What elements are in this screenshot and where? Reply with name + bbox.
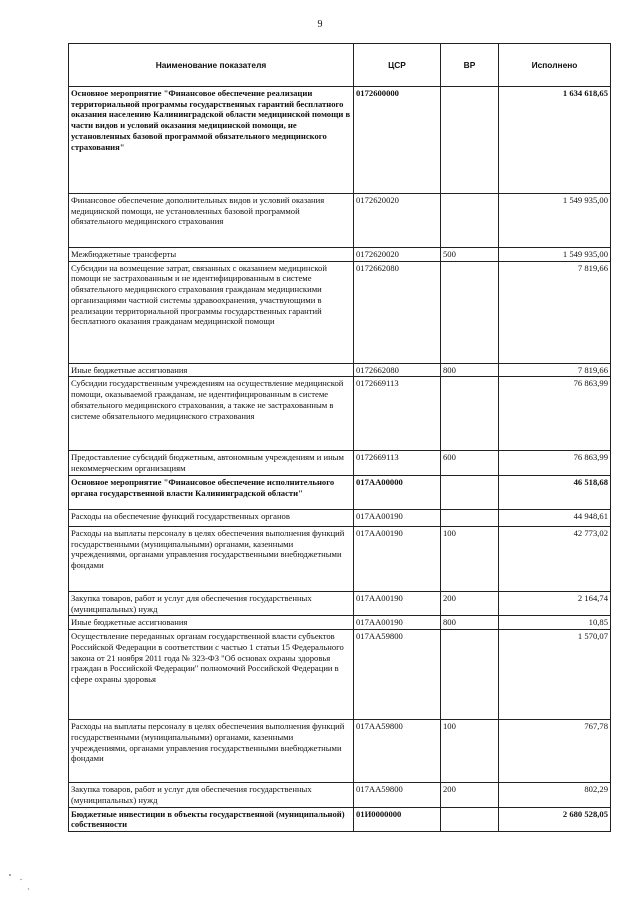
cell-name: Межбюджетные трансферты: [69, 248, 354, 262]
cell-csr: 0172662080: [354, 261, 441, 363]
header-name: Наименование показателя: [69, 44, 354, 87]
cell-name: Основное мероприятие "Финансовое обеспечение реализации территориальной программы государственных гарантий бесплатного оказания населению Калининградской области медицинской помощи в части видов и условий оказания медицинской помощи, не установленных базовой программой обязательного медицинского страхования": [69, 87, 354, 194]
table-row: [69, 526, 611, 591]
cell-name: Иные бюджетные ассигнования: [69, 616, 354, 630]
cell-done: 76 863,99: [499, 451, 611, 475]
cell-vr: [441, 509, 499, 526]
cell-csr: 017АА00190: [354, 591, 441, 615]
cell-vr: 200: [441, 783, 499, 807]
cell-vr: [441, 807, 499, 831]
cell-name: Предоставление субсидий бюджетным, автономным учреждениям и иным некоммерческим организациям: [69, 451, 354, 475]
cell-csr: 017АА00190: [354, 526, 441, 591]
cell-csr: 017АА59800: [354, 783, 441, 807]
table-row: [69, 475, 611, 509]
cell-vr: 500: [441, 248, 499, 262]
cell-done: 767,78: [499, 720, 611, 783]
table-row: [69, 783, 611, 807]
table-row: [69, 194, 611, 248]
cell-done: 44 948,61: [499, 509, 611, 526]
cell-vr: [441, 261, 499, 363]
cell-name: Основное мероприятие "Финансовое обеспечение исполнительного органа государственной власти Калининградской области": [69, 475, 354, 509]
table-row: [69, 616, 611, 630]
cell-done: 2 680 528,05: [499, 807, 611, 831]
cell-name: Закупка товаров, работ и услуг для обеспечения государственных (муниципальных) нужд: [69, 591, 354, 615]
cell-done: 76 863,99: [499, 377, 611, 451]
cell-done: 7 819,66: [499, 261, 611, 363]
header-done: Исполнено: [499, 44, 611, 87]
table-row: [69, 261, 611, 363]
table-row: [69, 377, 611, 451]
cell-done: 10,85: [499, 616, 611, 630]
cell-vr: 200: [441, 591, 499, 615]
cell-vr: [441, 194, 499, 248]
cell-done: 2 164,74: [499, 591, 611, 615]
cell-vr: [441, 475, 499, 509]
cell-vr: 100: [441, 526, 499, 591]
header-vr: ВР: [441, 44, 499, 87]
cell-done: 1 634 618,65: [499, 87, 611, 194]
cell-vr: 800: [441, 363, 499, 377]
header-csr: ЦСР: [354, 44, 441, 87]
cell-done: 802,29: [499, 783, 611, 807]
table-row: [69, 720, 611, 783]
cell-name: Иные бюджетные ассигнования: [69, 363, 354, 377]
scan-artifact-marks: [8, 870, 38, 900]
table-row: [69, 451, 611, 475]
cell-vr: [441, 630, 499, 720]
cell-done: 42 773,02: [499, 526, 611, 591]
cell-csr: 0172669113: [354, 377, 441, 451]
cell-vr: 600: [441, 451, 499, 475]
table-row: [69, 248, 611, 262]
cell-csr: 017АА00190: [354, 616, 441, 630]
cell-csr: 0172669113: [354, 451, 441, 475]
table-row: [69, 363, 611, 377]
cell-csr: 0172620020: [354, 248, 441, 262]
table-row: [69, 591, 611, 615]
cell-csr: 01И0000000: [354, 807, 441, 831]
cell-name: Субсидии государственным учреждениям на осуществление медицинской помощи, оказываемой гражданам, не идентифицированным в системе обязательного медицинского страхования, а также не застрахованным в системе обязательного медицинского страхования: [69, 377, 354, 451]
cell-csr: 017АА00190: [354, 509, 441, 526]
cell-done: 1 570,07: [499, 630, 611, 720]
cell-name: Бюджетные инвестиции в объекты государственной (муниципальной) собственности: [69, 807, 354, 831]
page-number: 9: [317, 19, 323, 30]
cell-csr: 0172620020: [354, 194, 441, 248]
cell-name: Расходы на обеспечение функций государственных органов: [69, 509, 354, 526]
cell-vr: 800: [441, 616, 499, 630]
cell-vr: [441, 377, 499, 451]
cell-csr: 0172600000: [354, 87, 441, 194]
cell-vr: [441, 87, 499, 194]
cell-name: Субсидии на возмещение затрат, связанных с оказанием медицинской помощи не застрахованным и не идентифицированным в системе обязательного медицинского страхования гражданам медицинскими организациями частной системы здравоохранения, участвующими в реализации территориальной программы государственных гарантий бесплатного оказания гражданам медицинской помощи: [69, 261, 354, 363]
table-row: [69, 630, 611, 720]
cell-vr: 100: [441, 720, 499, 783]
cell-done: 7 819,66: [499, 363, 611, 377]
table-header-row: [69, 44, 611, 87]
cell-name: Финансовое обеспечение дополнительных видов и условий оказания медицинской помощи, не установленных базовой программой обязательного медицинского страхования: [69, 194, 354, 248]
cell-done: 46 518,68: [499, 475, 611, 509]
cell-csr: 017АА59800: [354, 720, 441, 783]
table-row: [69, 509, 611, 526]
cell-name: Расходы на выплаты персоналу в целях обеспечения выполнения функций государственными (муниципальными) органами, казенными учреждениями, органами управления государственными внебюджетными фондами: [69, 720, 354, 783]
table-row: [69, 87, 611, 194]
cell-name: Закупка товаров, работ и услуг для обеспечения государственных (муниципальных) нужд: [69, 783, 354, 807]
cell-name: Осуществление переданных органам государственной власти субъектов Российской Федерации в соответствии с частью 1 статьи 15 Федерального закона от 21 ноября 2011 года № 323-ФЗ "Об основах охраны здоровья граждан в Российской Федерации" полномочий Российской Федерации в сфере охраны здоровья: [69, 630, 354, 720]
cell-csr: 017АА00000: [354, 475, 441, 509]
cell-done: 1 549 935,00: [499, 248, 611, 262]
cell-csr: 0172662080: [354, 363, 441, 377]
table-row: [69, 807, 611, 831]
cell-csr: 017АА59800: [354, 630, 441, 720]
cell-name: Расходы на выплаты персоналу в целях обеспечения выполнения функций государственными (муниципальными) органами, казенными учреждениями, органами управления государственными внебюджетными фондами: [69, 526, 354, 591]
budget-execution-table: [68, 43, 611, 832]
cell-done: 1 549 935,00: [499, 194, 611, 248]
